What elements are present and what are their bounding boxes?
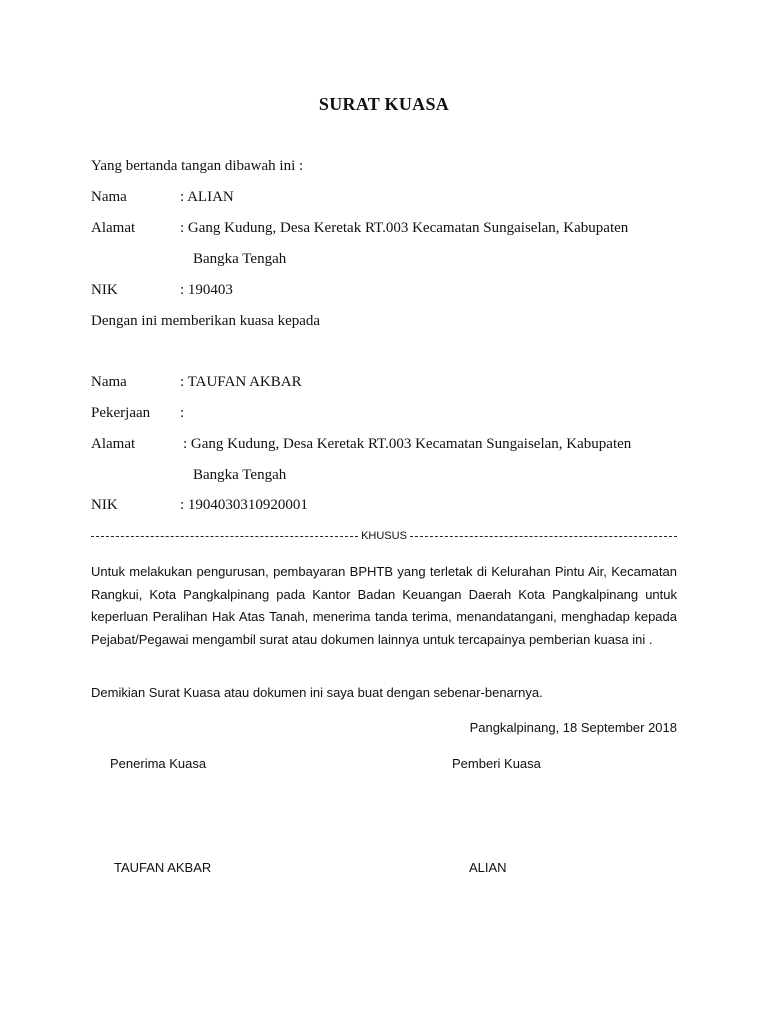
- body-paragraph: Untuk melakukan pengurusan, pembayaran BPHTB yang terletak di Kelurahan Pintu Air, Kecamatan Rangkui, Kota Pangkalpinang pada Kantor Badan Keuangan Daerah Kota Pangkalpinang untuk keperluan Peralihan Hak Atas Tanah, menerima tanda terima, menandatangani, menghadap kepada Pejabat/Pegawai mengambil surat atau dokumen lainnya untuk tercapainya pemberian kuasa ini .: [91, 564, 677, 647]
- grantee-nik-value: : 1904030310920001: [180, 497, 308, 513]
- grantor-address-label: Alamat: [91, 220, 136, 236]
- intro-text: Yang bertanda tangan dibawah ini :: [91, 158, 304, 174]
- receiver-label: Penerima Kuasa: [110, 756, 207, 771]
- grantee-name-label: Nama: [91, 374, 127, 390]
- document-title: SURAT KUASA: [318, 94, 450, 114]
- divider-label: KHUSUS: [361, 530, 407, 542]
- grantee-name-value: : TAUFAN AKBAR: [180, 374, 302, 390]
- giver-name: ALIAN: [469, 860, 507, 875]
- closing-text: Demikian Surat Kuasa atau dokumen ini saya buat dengan sebenar-benarnya.: [91, 685, 543, 700]
- giver-label: Pemberi Kuasa: [452, 756, 541, 771]
- grantee-address-line1: : Gang Kudung, Desa Keretak RT.003 Kecamatan Sungaiselan, Kabupaten: [183, 436, 632, 452]
- divider-dash-right: [410, 536, 677, 537]
- transition-text: Dengan ini memberikan kuasa kepada: [91, 313, 321, 329]
- grantee-nik-label: NIK: [91, 497, 118, 513]
- grantee-job-value: :: [180, 405, 185, 421]
- grantee-address-line2: Bangka Tengah: [193, 467, 287, 483]
- grantor-address-line2: Bangka Tengah: [193, 251, 287, 267]
- grantor-nik-value: : 190403: [180, 282, 233, 298]
- grantee-job-label: Pekerjaan: [91, 405, 151, 421]
- receiver-name: TAUFAN AKBAR: [114, 860, 212, 875]
- grantor-name-label: Nama: [91, 189, 127, 205]
- place-date: Pangkalpinang, 18 September 2018: [469, 720, 677, 735]
- grantor-name-value: : ALIAN: [180, 189, 234, 205]
- grantee-address-label: Alamat: [91, 436, 136, 452]
- grantor-address-line1: : Gang Kudung, Desa Keretak RT.003 Kecamatan Sungaiselan, Kabupaten: [180, 220, 629, 236]
- khusus-divider: [91, 530, 677, 542]
- divider-dash-left: [91, 536, 358, 537]
- grantor-nik-label: NIK: [91, 282, 118, 298]
